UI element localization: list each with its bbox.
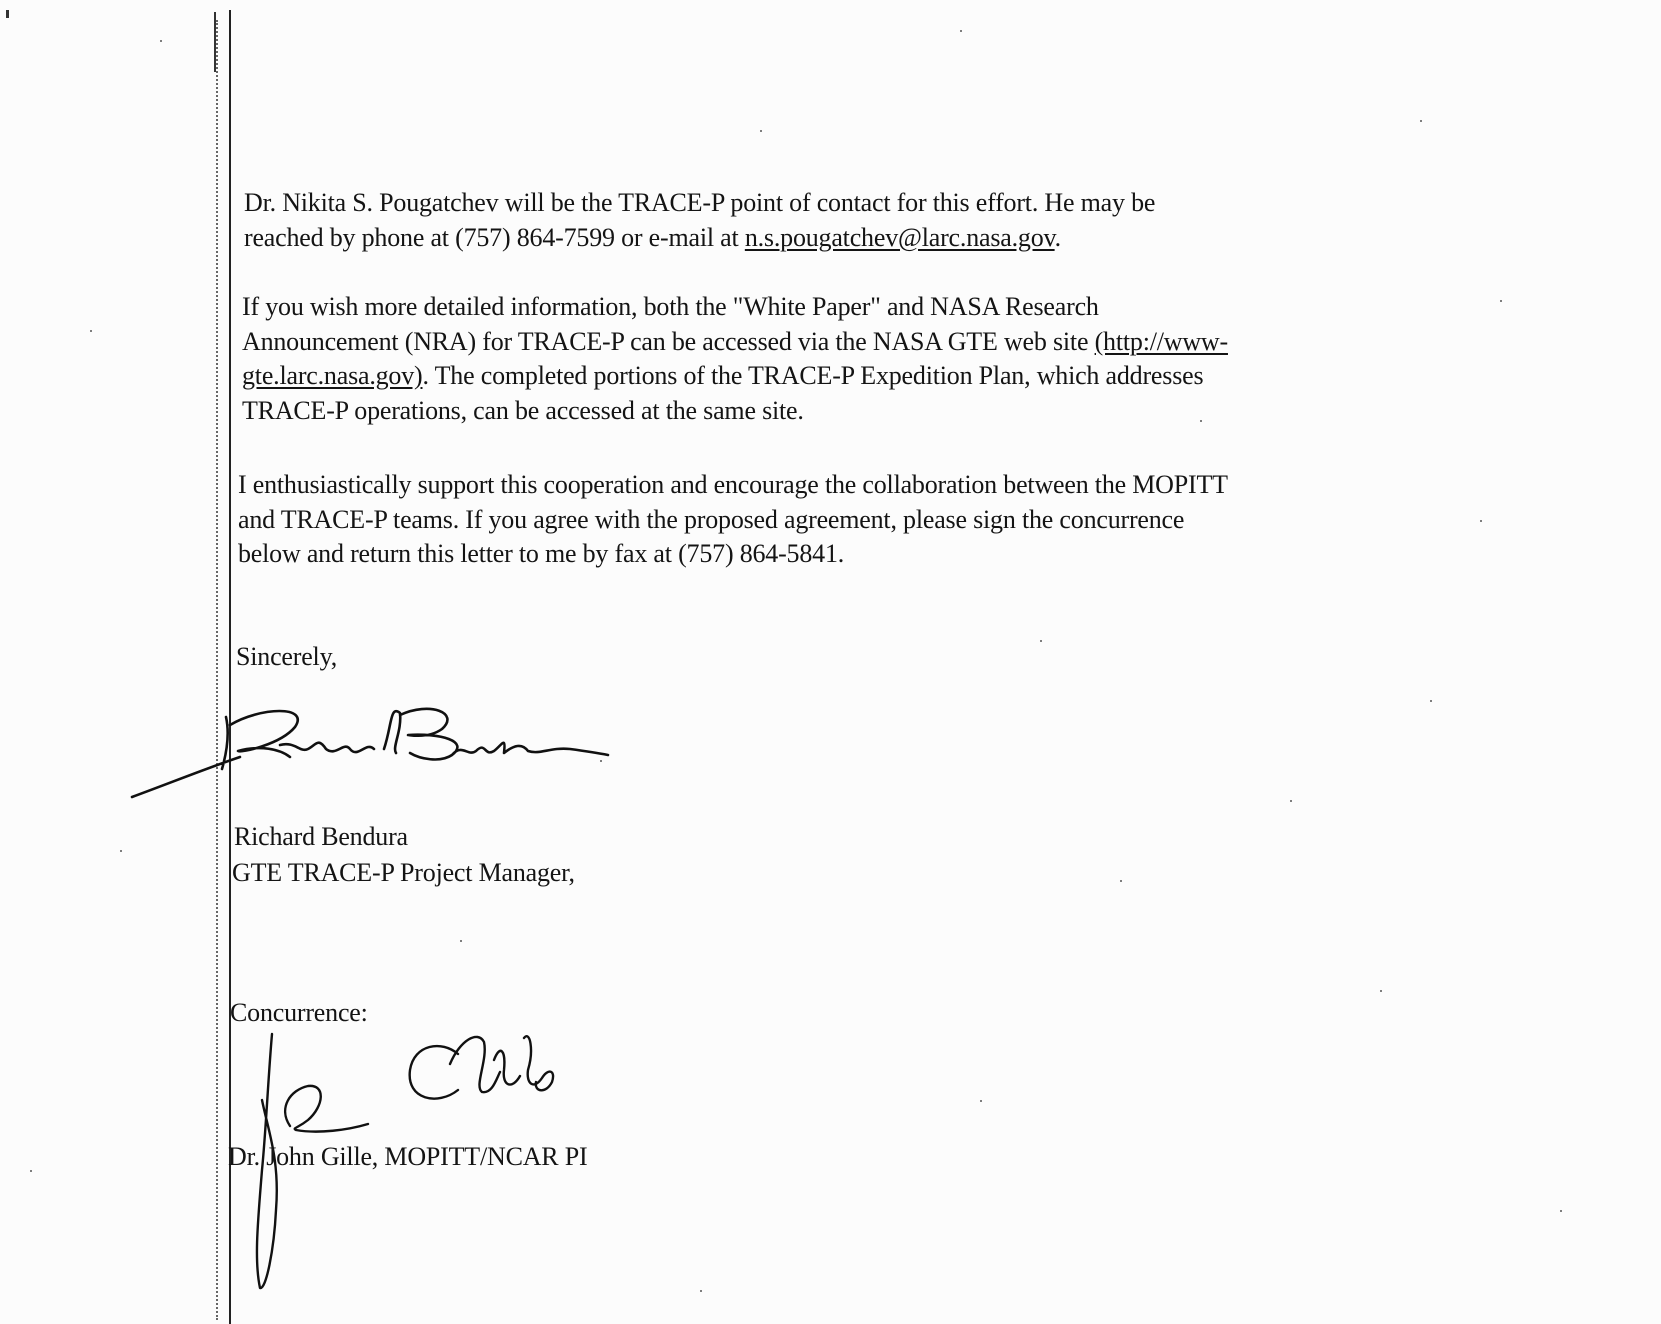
contact-line-2-end: .: [1054, 222, 1061, 252]
signer-1-title: GTE TRACE-P Project Manager,: [232, 858, 575, 887]
support-line-3: below and return this letter to me by fax at (757) 864-5841.: [238, 539, 845, 568]
support-paragraph: [238, 468, 1228, 572]
closing-salutation: Sincerely,: [236, 642, 337, 671]
email-link[interactable]: n.s.pougatchev@larc.nasa.gov: [744, 222, 1055, 252]
info-line-4: TRACE-P operations, can be accessed at the same site.: [242, 395, 804, 425]
info-line-1: If you wish more detailed information, both the "White Paper" and NASA Research: [242, 292, 1099, 321]
info-line-2: [242, 325, 1228, 360]
contact-paragraph: [244, 186, 1155, 255]
info-paragraph: [242, 290, 1228, 428]
support-line-2: and TRACE-P teams. If you agree with the proposed agreement, please sign the concurrence: [238, 504, 1185, 534]
fax-margin-line: [229, 10, 231, 1324]
signer-2-name-title: Dr. John Gille, MOPITT/NCAR PI: [228, 1142, 588, 1171]
concurrence-label: Concurrence:: [230, 998, 368, 1027]
phone-text: reached by phone at (757) 864-7599 or e-mail at: [244, 222, 745, 252]
fax-margin-dotted-line: [216, 20, 218, 1320]
website-link-part-2[interactable]: gte.larc.nasa.gov): [242, 361, 423, 390]
info-line-3-text: . The completed portions of the TRACE-P Expedition Plan, which addresses: [422, 361, 1204, 390]
signer-1-name: Richard Bendura: [234, 822, 408, 851]
info-line-2-text: Announcement (NRA) for TRACE-P can be accessed via the NASA GTE web site: [242, 326, 1095, 356]
info-line-3: [242, 359, 1228, 394]
contact-line-2: [244, 221, 1155, 256]
bendura-signature: [130, 705, 610, 805]
scan-corner-mark: [6, 10, 9, 18]
website-link-part-1[interactable]: (http://www-: [1094, 326, 1228, 356]
contact-line-1: Dr. Nikita S. Pougatchev will be the TRACE-P point of contact for this effort. He may be: [244, 188, 1156, 217]
support-line-1: I enthusiastically support this cooperation and encourage the collaboration between the MOPITT: [238, 470, 1228, 499]
